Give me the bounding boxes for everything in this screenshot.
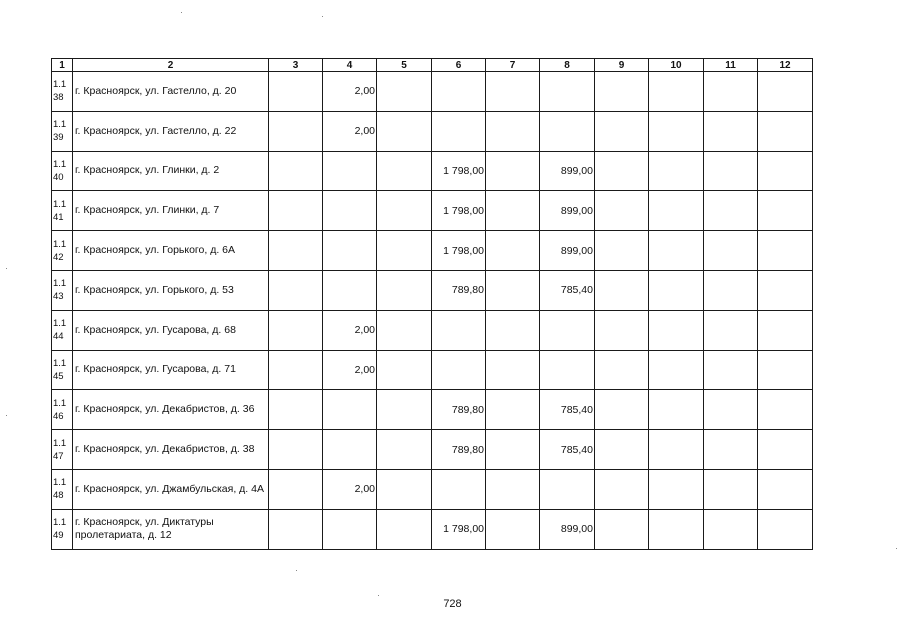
value-cell-col-11 [704, 111, 758, 151]
value-cell-col-12 [758, 350, 813, 390]
value-cell-col-11 [704, 469, 758, 509]
value-cell-col-3 [269, 350, 323, 390]
header-row [52, 59, 813, 72]
table-row [52, 191, 813, 231]
value-cell-col-10 [649, 310, 704, 350]
column-header-2: 2 [73, 59, 269, 72]
value-cell-col-4: 2,00 [323, 111, 377, 151]
value-cell-col-12 [758, 310, 813, 350]
value-cell-col-10 [649, 430, 704, 470]
column-header-7: 7 [486, 59, 540, 72]
address-cell: г. Красноярск, ул. Диктатуры пролетариата, д. 12 [73, 509, 269, 549]
column-header-12: 12 [758, 59, 813, 72]
value-cell-col-9 [595, 469, 649, 509]
table-body [52, 72, 813, 550]
value-cell-col-11 [704, 72, 758, 112]
value-cell-col-4: 2,00 [323, 72, 377, 112]
data-table [51, 58, 813, 550]
value-cell-col-6 [432, 310, 486, 350]
value-cell-col-3 [269, 231, 323, 271]
value-cell-col-7 [486, 231, 540, 271]
value-cell-col-4 [323, 231, 377, 271]
value-cell-col-9 [595, 72, 649, 112]
value-cell-col-5 [377, 270, 432, 310]
value-cell-col-8: 899,00 [540, 191, 595, 231]
value-cell-col-8: 785,40 [540, 390, 595, 430]
value-cell-col-10 [649, 111, 704, 151]
row-number-cell: 1.1 38 [52, 72, 73, 112]
table-row [52, 509, 813, 549]
value-cell-col-12 [758, 191, 813, 231]
value-cell-col-7 [486, 191, 540, 231]
scan-speck [296, 570, 297, 571]
value-cell-col-6 [432, 469, 486, 509]
value-cell-col-6: 1 798,00 [432, 191, 486, 231]
value-cell-col-6 [432, 72, 486, 112]
value-cell-col-5 [377, 191, 432, 231]
table-row [52, 151, 813, 191]
row-number-cell: 1.1 43 [52, 270, 73, 310]
column-header-11: 11 [704, 59, 758, 72]
value-cell-col-9 [595, 430, 649, 470]
value-cell-col-5 [377, 509, 432, 549]
row-number-cell: 1.1 48 [52, 469, 73, 509]
value-cell-col-11 [704, 270, 758, 310]
value-cell-col-7 [486, 509, 540, 549]
address-cell: г. Красноярск, ул. Горького, д. 6А [73, 231, 269, 271]
address-cell: г. Красноярск, ул. Глинки, д. 2 [73, 151, 269, 191]
value-cell-col-8 [540, 350, 595, 390]
value-cell-col-4 [323, 151, 377, 191]
value-cell-col-3 [269, 151, 323, 191]
value-cell-col-9 [595, 191, 649, 231]
scan-speck [6, 268, 7, 269]
value-cell-col-9 [595, 509, 649, 549]
value-cell-col-5 [377, 390, 432, 430]
value-cell-col-10 [649, 151, 704, 191]
value-cell-col-12 [758, 231, 813, 271]
value-cell-col-6: 1 798,00 [432, 151, 486, 191]
row-number-cell: 1.1 42 [52, 231, 73, 271]
value-cell-col-6: 789,80 [432, 430, 486, 470]
scan-speck [6, 415, 7, 416]
value-cell-col-5 [377, 469, 432, 509]
value-cell-col-3 [269, 390, 323, 430]
value-cell-col-4: 2,00 [323, 350, 377, 390]
table-row [52, 390, 813, 430]
value-cell-col-9 [595, 390, 649, 430]
table-row [52, 111, 813, 151]
table-row [52, 469, 813, 509]
value-cell-col-11 [704, 350, 758, 390]
value-cell-col-12 [758, 430, 813, 470]
value-cell-col-12 [758, 469, 813, 509]
value-cell-col-5 [377, 430, 432, 470]
value-cell-col-12 [758, 151, 813, 191]
value-cell-col-11 [704, 151, 758, 191]
value-cell-col-4: 2,00 [323, 310, 377, 350]
scan-speck [322, 16, 323, 17]
value-cell-col-11 [704, 430, 758, 470]
value-cell-col-4 [323, 191, 377, 231]
value-cell-col-3 [269, 72, 323, 112]
value-cell-col-4 [323, 390, 377, 430]
value-cell-col-9 [595, 270, 649, 310]
column-header-6: 6 [432, 59, 486, 72]
value-cell-col-12 [758, 509, 813, 549]
value-cell-col-8: 899,00 [540, 151, 595, 191]
value-cell-col-7 [486, 390, 540, 430]
scan-speck [378, 595, 379, 596]
row-number-cell: 1.1 49 [52, 509, 73, 549]
page-number: 728 [443, 598, 462, 610]
value-cell-col-9 [595, 151, 649, 191]
value-cell-col-8: 785,40 [540, 430, 595, 470]
table-row [52, 350, 813, 390]
address-cell: г. Красноярск, ул. Джамбульская, д. 4А [73, 469, 269, 509]
row-number-cell: 1.1 39 [52, 111, 73, 151]
value-cell-col-7 [486, 151, 540, 191]
value-cell-col-10 [649, 191, 704, 231]
value-cell-col-8: 899,00 [540, 231, 595, 271]
column-header-1: 1 [52, 59, 73, 72]
value-cell-col-3 [269, 310, 323, 350]
value-cell-col-11 [704, 310, 758, 350]
value-cell-col-4 [323, 270, 377, 310]
value-cell-col-3 [269, 469, 323, 509]
value-cell-col-3 [269, 191, 323, 231]
value-cell-col-5 [377, 111, 432, 151]
scan-speck [896, 548, 897, 549]
value-cell-col-6: 1 798,00 [432, 231, 486, 271]
value-cell-col-6: 789,80 [432, 390, 486, 430]
column-header-10: 10 [649, 59, 704, 72]
row-number-cell: 1.1 45 [52, 350, 73, 390]
value-cell-col-9 [595, 350, 649, 390]
value-cell-col-12 [758, 72, 813, 112]
value-cell-col-10 [649, 270, 704, 310]
value-cell-col-12 [758, 111, 813, 151]
column-header-8: 8 [540, 59, 595, 72]
value-cell-col-10 [649, 390, 704, 430]
value-cell-col-10 [649, 72, 704, 112]
address-cell: г. Красноярск, ул. Декабристов, д. 38 [73, 430, 269, 470]
row-number-cell: 1.1 47 [52, 430, 73, 470]
value-cell-col-6 [432, 111, 486, 151]
scan-speck [181, 12, 182, 13]
address-cell: г. Красноярск, ул. Горького, д. 53 [73, 270, 269, 310]
value-cell-col-11 [704, 231, 758, 271]
value-cell-col-3 [269, 270, 323, 310]
value-cell-col-9 [595, 231, 649, 271]
row-number-cell: 1.1 44 [52, 310, 73, 350]
value-cell-col-4 [323, 430, 377, 470]
value-cell-col-3 [269, 509, 323, 549]
value-cell-col-10 [649, 469, 704, 509]
table-row [52, 430, 813, 470]
value-cell-col-8 [540, 469, 595, 509]
value-cell-col-7 [486, 469, 540, 509]
value-cell-col-12 [758, 390, 813, 430]
value-cell-col-7 [486, 111, 540, 151]
value-cell-col-10 [649, 350, 704, 390]
value-cell-col-7 [486, 270, 540, 310]
value-cell-col-8 [540, 72, 595, 112]
value-cell-col-8: 899,00 [540, 509, 595, 549]
address-cell: г. Красноярск, ул. Гусарова, д. 68 [73, 310, 269, 350]
value-cell-col-6 [432, 350, 486, 390]
value-cell-col-10 [649, 231, 704, 271]
table-row [52, 231, 813, 271]
value-cell-col-8 [540, 111, 595, 151]
value-cell-col-3 [269, 111, 323, 151]
value-cell-col-5 [377, 151, 432, 191]
value-cell-col-6: 1 798,00 [432, 509, 486, 549]
value-cell-col-11 [704, 509, 758, 549]
value-cell-col-7 [486, 310, 540, 350]
address-cell: г. Красноярск, ул. Глинки, д. 7 [73, 191, 269, 231]
address-cell: г. Красноярск, ул. Гусарова, д. 71 [73, 350, 269, 390]
value-cell-col-5 [377, 310, 432, 350]
value-cell-col-9 [595, 310, 649, 350]
address-cell: г. Красноярск, ул. Гастелло, д. 20 [73, 72, 269, 112]
value-cell-col-8: 785,40 [540, 270, 595, 310]
row-number-cell: 1.1 46 [52, 390, 73, 430]
row-number-cell: 1.1 40 [52, 151, 73, 191]
value-cell-col-5 [377, 231, 432, 271]
value-cell-col-5 [377, 72, 432, 112]
column-header-5: 5 [377, 59, 432, 72]
value-cell-col-7 [486, 72, 540, 112]
value-cell-col-10 [649, 509, 704, 549]
address-cell: г. Красноярск, ул. Декабристов, д. 36 [73, 390, 269, 430]
value-cell-col-11 [704, 191, 758, 231]
value-cell-col-7 [486, 430, 540, 470]
value-cell-col-9 [595, 111, 649, 151]
value-cell-col-4 [323, 509, 377, 549]
table-header [52, 59, 813, 72]
value-cell-col-6: 789,80 [432, 270, 486, 310]
column-header-4: 4 [323, 59, 377, 72]
table-row [52, 270, 813, 310]
table-row [52, 72, 813, 112]
table-row [52, 310, 813, 350]
value-cell-col-7 [486, 350, 540, 390]
address-cell: г. Красноярск, ул. Гастелло, д. 22 [73, 111, 269, 151]
column-header-9: 9 [595, 59, 649, 72]
row-number-cell: 1.1 41 [52, 191, 73, 231]
value-cell-col-3 [269, 430, 323, 470]
value-cell-col-5 [377, 350, 432, 390]
value-cell-col-4: 2,00 [323, 469, 377, 509]
value-cell-col-11 [704, 390, 758, 430]
value-cell-col-12 [758, 270, 813, 310]
value-cell-col-8 [540, 310, 595, 350]
column-header-3: 3 [269, 59, 323, 72]
